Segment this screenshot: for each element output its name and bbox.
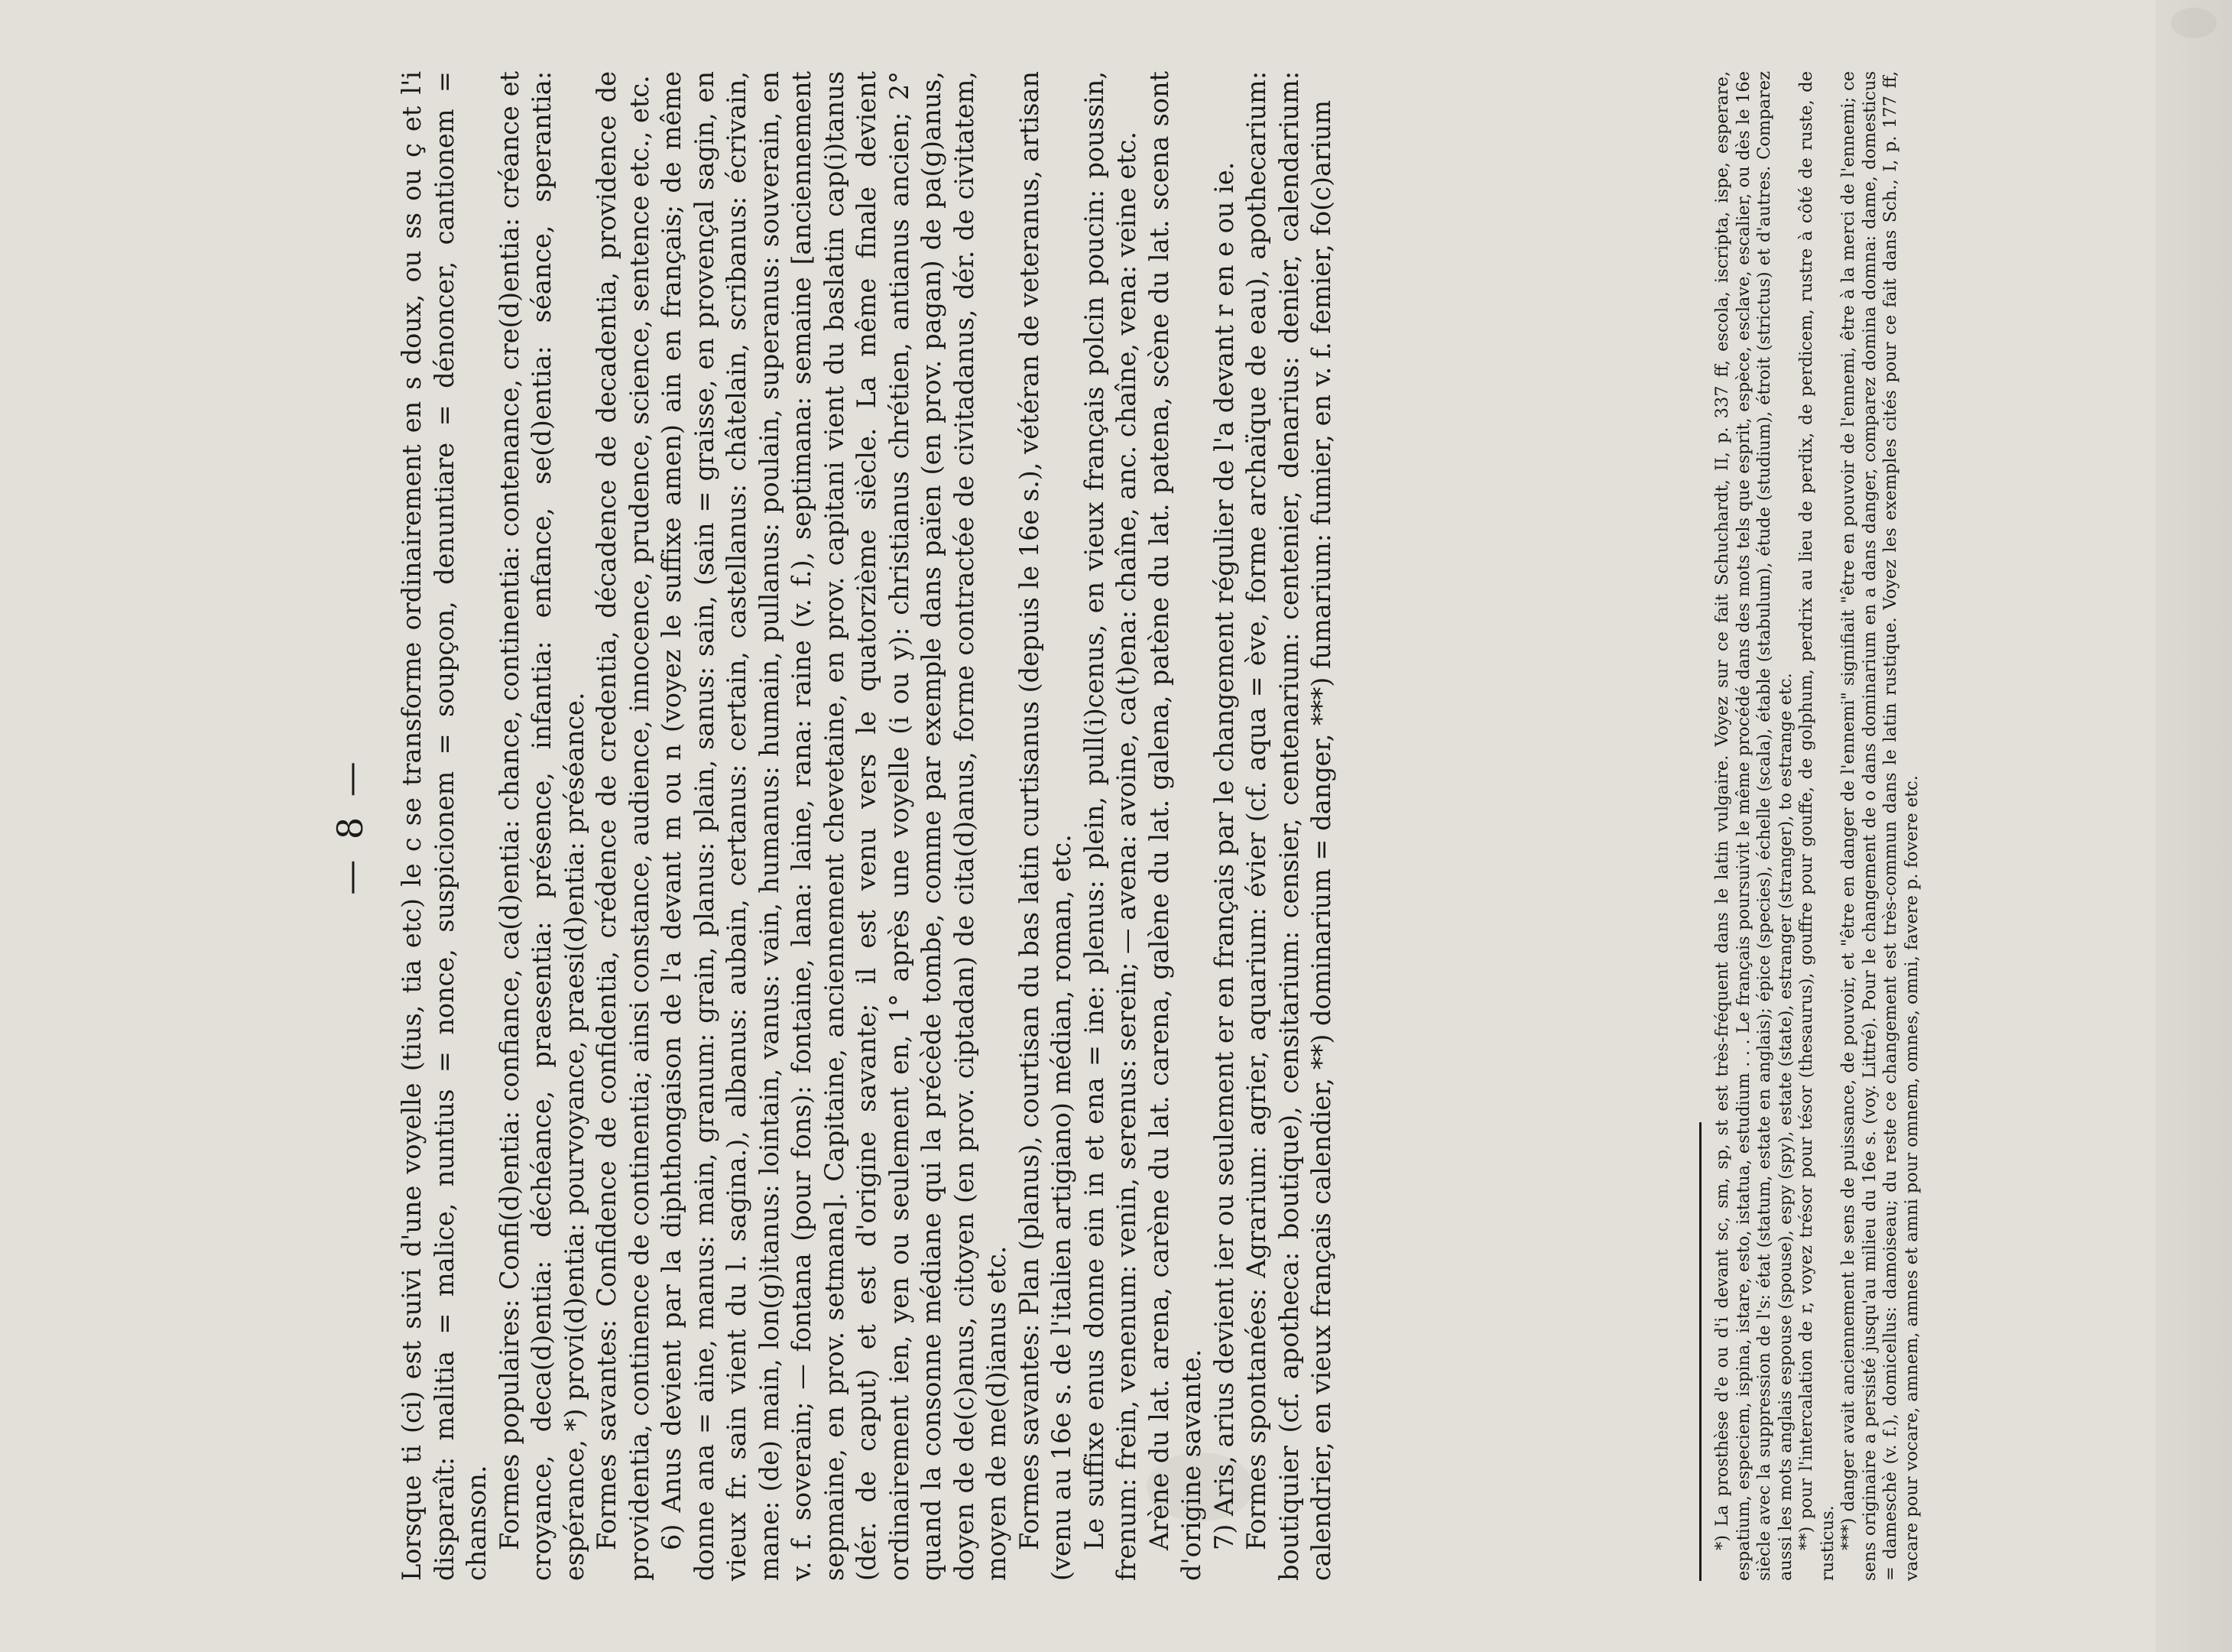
footnote: **) pour l'intercalation de r, voyez trésor pour tésor (thesaurus), gouffre pour gouffe, de golphum, perdrix au lieu de perdix, de perdicem, rustre à côté de ruste, de rusticus. xyxy=(1796,71,1838,1581)
footnotes xyxy=(1712,71,1922,1581)
paragraph: 6) Anus devient par la diphthongaison de l'a devant m ou n (voyez le suffixe amen) ain en français; de même donne ana = aine, manus: main, granum: grain, planus: plain, sanus: sain, (sain = graisse, en provençal sagin, en vieux fr. sain vient du l. sagina.), albanus: aubain, certanus: certain, castellanus: châtelain, scribanus: écrivain, mane: (de) main, lon(g)itanus: lointain, vanus: vain, humanus: humain, pullanus: poulain, superanus: souverain, en v. f. soverain; — fontana (pour fons): fontaine, lana: laine, rana: raine (v. f.), septimana: semaine [anciennement sepmaine, en prov. setmana]. Capitaine, anciennement chevetaine, en prov. capitani vient du baslatin cap(i)tanus (dér. de caput) et est d'origine savante; il est venu vers le quatorzième siècle. La même finale devient ordinairement ien, yen ou seulement en, 1° après une voyelle (i ou y): christianus chrétien, antianus ancien; 2° quand la consonne médiane qui la précède tombe, comme par exemple dans païen (en prov. pagan) de pa(g)anus, doyen de de(c)anus, citoyen (en prov. ciptadan) de cita(d)anus, forme contractée de civitadanus, dér. de civitatem, moyen de me(d)ianus etc. xyxy=(657,71,1011,1581)
paragraph: Le suffixe enus donne ein in et ena = ine: plenus: plein, pull(i)cenus, en vieux français polcin poucin: poussin, frenum: frein, venenum: venin, serenus: serein; — avena: avoine, ca(t)ena: chaîne, anc. chaîne, vena: veine etc. xyxy=(1079,71,1141,1581)
paragraph: Formes populaires: Confi(d)entia: confiance, ca(d)entia: chance, continentia: contenance, cre(d)entia: créance et croyance, deca(d)entia: déchéance, praesentia: présence, infantia: enfance, se(d)entia: séance, sperantia: espérance, *) provi(d)entia: pourvoyance, praesi(d)entia: préséance. xyxy=(494,71,589,1581)
footnote-rule xyxy=(1699,1122,1702,1581)
footnote: *) La prosthèse d'e ou d'i devant sc, sm, sp, st est très-fréquent dans le latin vulgaire. Voyez sur ce fait Schuchardt, II, p. 337 ff, escola, iscripta, ispe, esperare, espatium, especiem, ispina, istare, esto, istatua, estudium . . . Le français poursuivit le même procédé dans des mots tels que esprit, espèce, esclave, escalier, ou dès le 16e siècle avec la suppression de l's: état (statum, estate en anglais); épice (species), échelle (scala), étable (stabulum), étude (studium), étroit (strictus) et d'autres. Comparez aussi les mots anglais espouse (spouse), espy (spy), estate (state), estranger (stranger), to estrange etc. xyxy=(1712,71,1796,1581)
paragraph: Formes spontanées: Agrarium: agrier, aquarium: évier (cf. aqua = ève, forme archaïque de eau), apothecarium: boutiquier (cf. apotheca: boutique), censitarium: censier, centenarium: centenier, denarius: denier, calendarium: calendrier, en vieux français calendier, **) dominarium = danger, ***) fumarium: fumier, en v. f. femier, fo(c)arium xyxy=(1241,71,1336,1581)
paragraph: 7) Aris, arius devient ier ou seulement er en français par le changement régulier de l'a devant r en e ou ie. xyxy=(1208,161,1239,1550)
page-number: — 8 — xyxy=(329,757,371,895)
paper-stain xyxy=(2171,8,2217,38)
paragraph: Arène du lat. arena, carène du lat. carena, galène du lat. galena, patène du lat. patena, scène du lat. scena sont d'origine savante. xyxy=(1144,71,1206,1581)
paragraph: Formes savantes: Plan (planus), courtisan du bas latin curtisanus (depuis le 16e s.), vétéran de veteranus, artisan (venu au 16e s. de l'italien artigiano) médian, roman, etc. xyxy=(1014,71,1076,1581)
main-text xyxy=(396,71,1338,1581)
page-edge xyxy=(2156,0,2232,1652)
footnote: ***) danger avait anciennement le sens de puissance, de pouvoir, et "être en danger de l'ennemi" signifiait "être en pouvoir de l'ennemi, être à la merci de l'ennemi; ce sens originaire a persisté jusqu'au milieu du 16e s. (voy. Littré). Pour le changement de o dans dominarium en a dans danger, comparez domina domna: dame, domesticus = dameschè (v. f.), domicellus: damoiseau; du reste ce changement est très-commun dans le latin rustique. Voyez les exemples cités pour ce fait dans Sch., I, p. 177 ff, vacare pour vocare, amnem, amnes et amni pour omnem, omnes, omni, favere p. fovere etc. xyxy=(1838,71,1922,1581)
paragraph: Lorsque ti (ci) est suivi d'une voyelle (tius, tia etc) le c se transforme ordinairement en s doux, ou ss ou ç et l'i disparaît: malitia = malice, nuntius = nonce, suspicionem = soupçon, denuntiare = dénoncer, cantionem = chanson. xyxy=(397,71,491,1581)
rotated-page xyxy=(327,71,1948,1581)
paragraph: Formes savantes: Confidence de confidentia, crédence de credentia, décadence de decadentia, providence de providentia, continence de continentia; ainsi constance, audience, innocence, prudence, science, sentence etc., etc. xyxy=(592,71,654,1581)
